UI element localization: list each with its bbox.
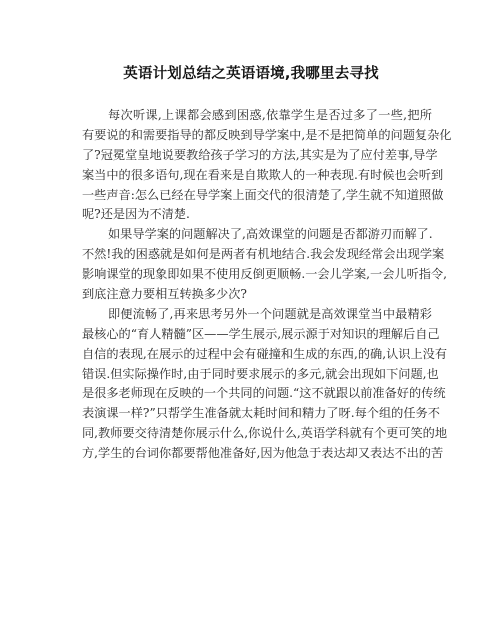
text-line: 案当中的很多语句,现在看来是自欺欺人的一种表现.有时候也会听到 [82,167,444,182]
text-line: 如果导学案的问题解决了,高效课堂的问题是否都游刃而解了. [108,227,433,242]
text-line: 自信的表现,在展示的过程中会有碰撞和生成的东西,的确,认识上没有 [82,346,448,361]
text-line: 有要说的和需要指导的都反映到导学案中,是不是把简单的问题复杂化 [82,127,452,142]
text-line: 了?冠冕堂皇地说要教给孩子学习的方法,其实是为了应付差事,导学 [82,147,438,162]
text-line: 即便流畅了,再来思考另外一个问题就是高效课堂当中最精彩 [108,306,432,321]
text-line: 方,学生的台词你都要帮他准备好,因为他急于表达却又表达不出的苦 [82,446,444,461]
text-line: 一些声音:怎么已经在导学案上面交代的很清楚了,学生就不知道照做 [82,187,444,202]
text-line: 影响课堂的现象即如果不使用反倒更顺畅.一会儿学案,一会儿听指令, [82,267,448,282]
text-line: 最核心的“育人精髓”区——学生展示,展示源于对知识的理解后自己 [82,326,440,341]
text-line: 是很多老师现在反映的一个共同的问题.“这不就跟以前准备好的传统 [82,386,446,401]
text-line: 不然!我的困惑就是如何是两者有机地结合.我会发现经常会出现学案 [82,247,445,262]
text-line: 到底注意力要相互转换多少次? [82,287,247,302]
text-line: 表演课一样?”只帮学生准备就太耗时间和精力了呀.每个组的任务不 [82,406,440,421]
text-line: 每次听课,上课都会感到困惑,依靠学生是否过多了一些,把所 [108,108,432,122]
text-line: 错误.但实际操作时,由于同时要求展示的多元,就会出现如下问题,也 [82,366,439,381]
text-line: 同,教师要交待清楚你展示什么,你说什么,英语学科就有个更可笑的地 [82,426,448,441]
document-body [82,106,452,464]
text-line: 呢?还是因为不清楚. [82,207,190,222]
document-title: 英语计划总结之英语语境,我哪里去寻找 [123,66,379,82]
